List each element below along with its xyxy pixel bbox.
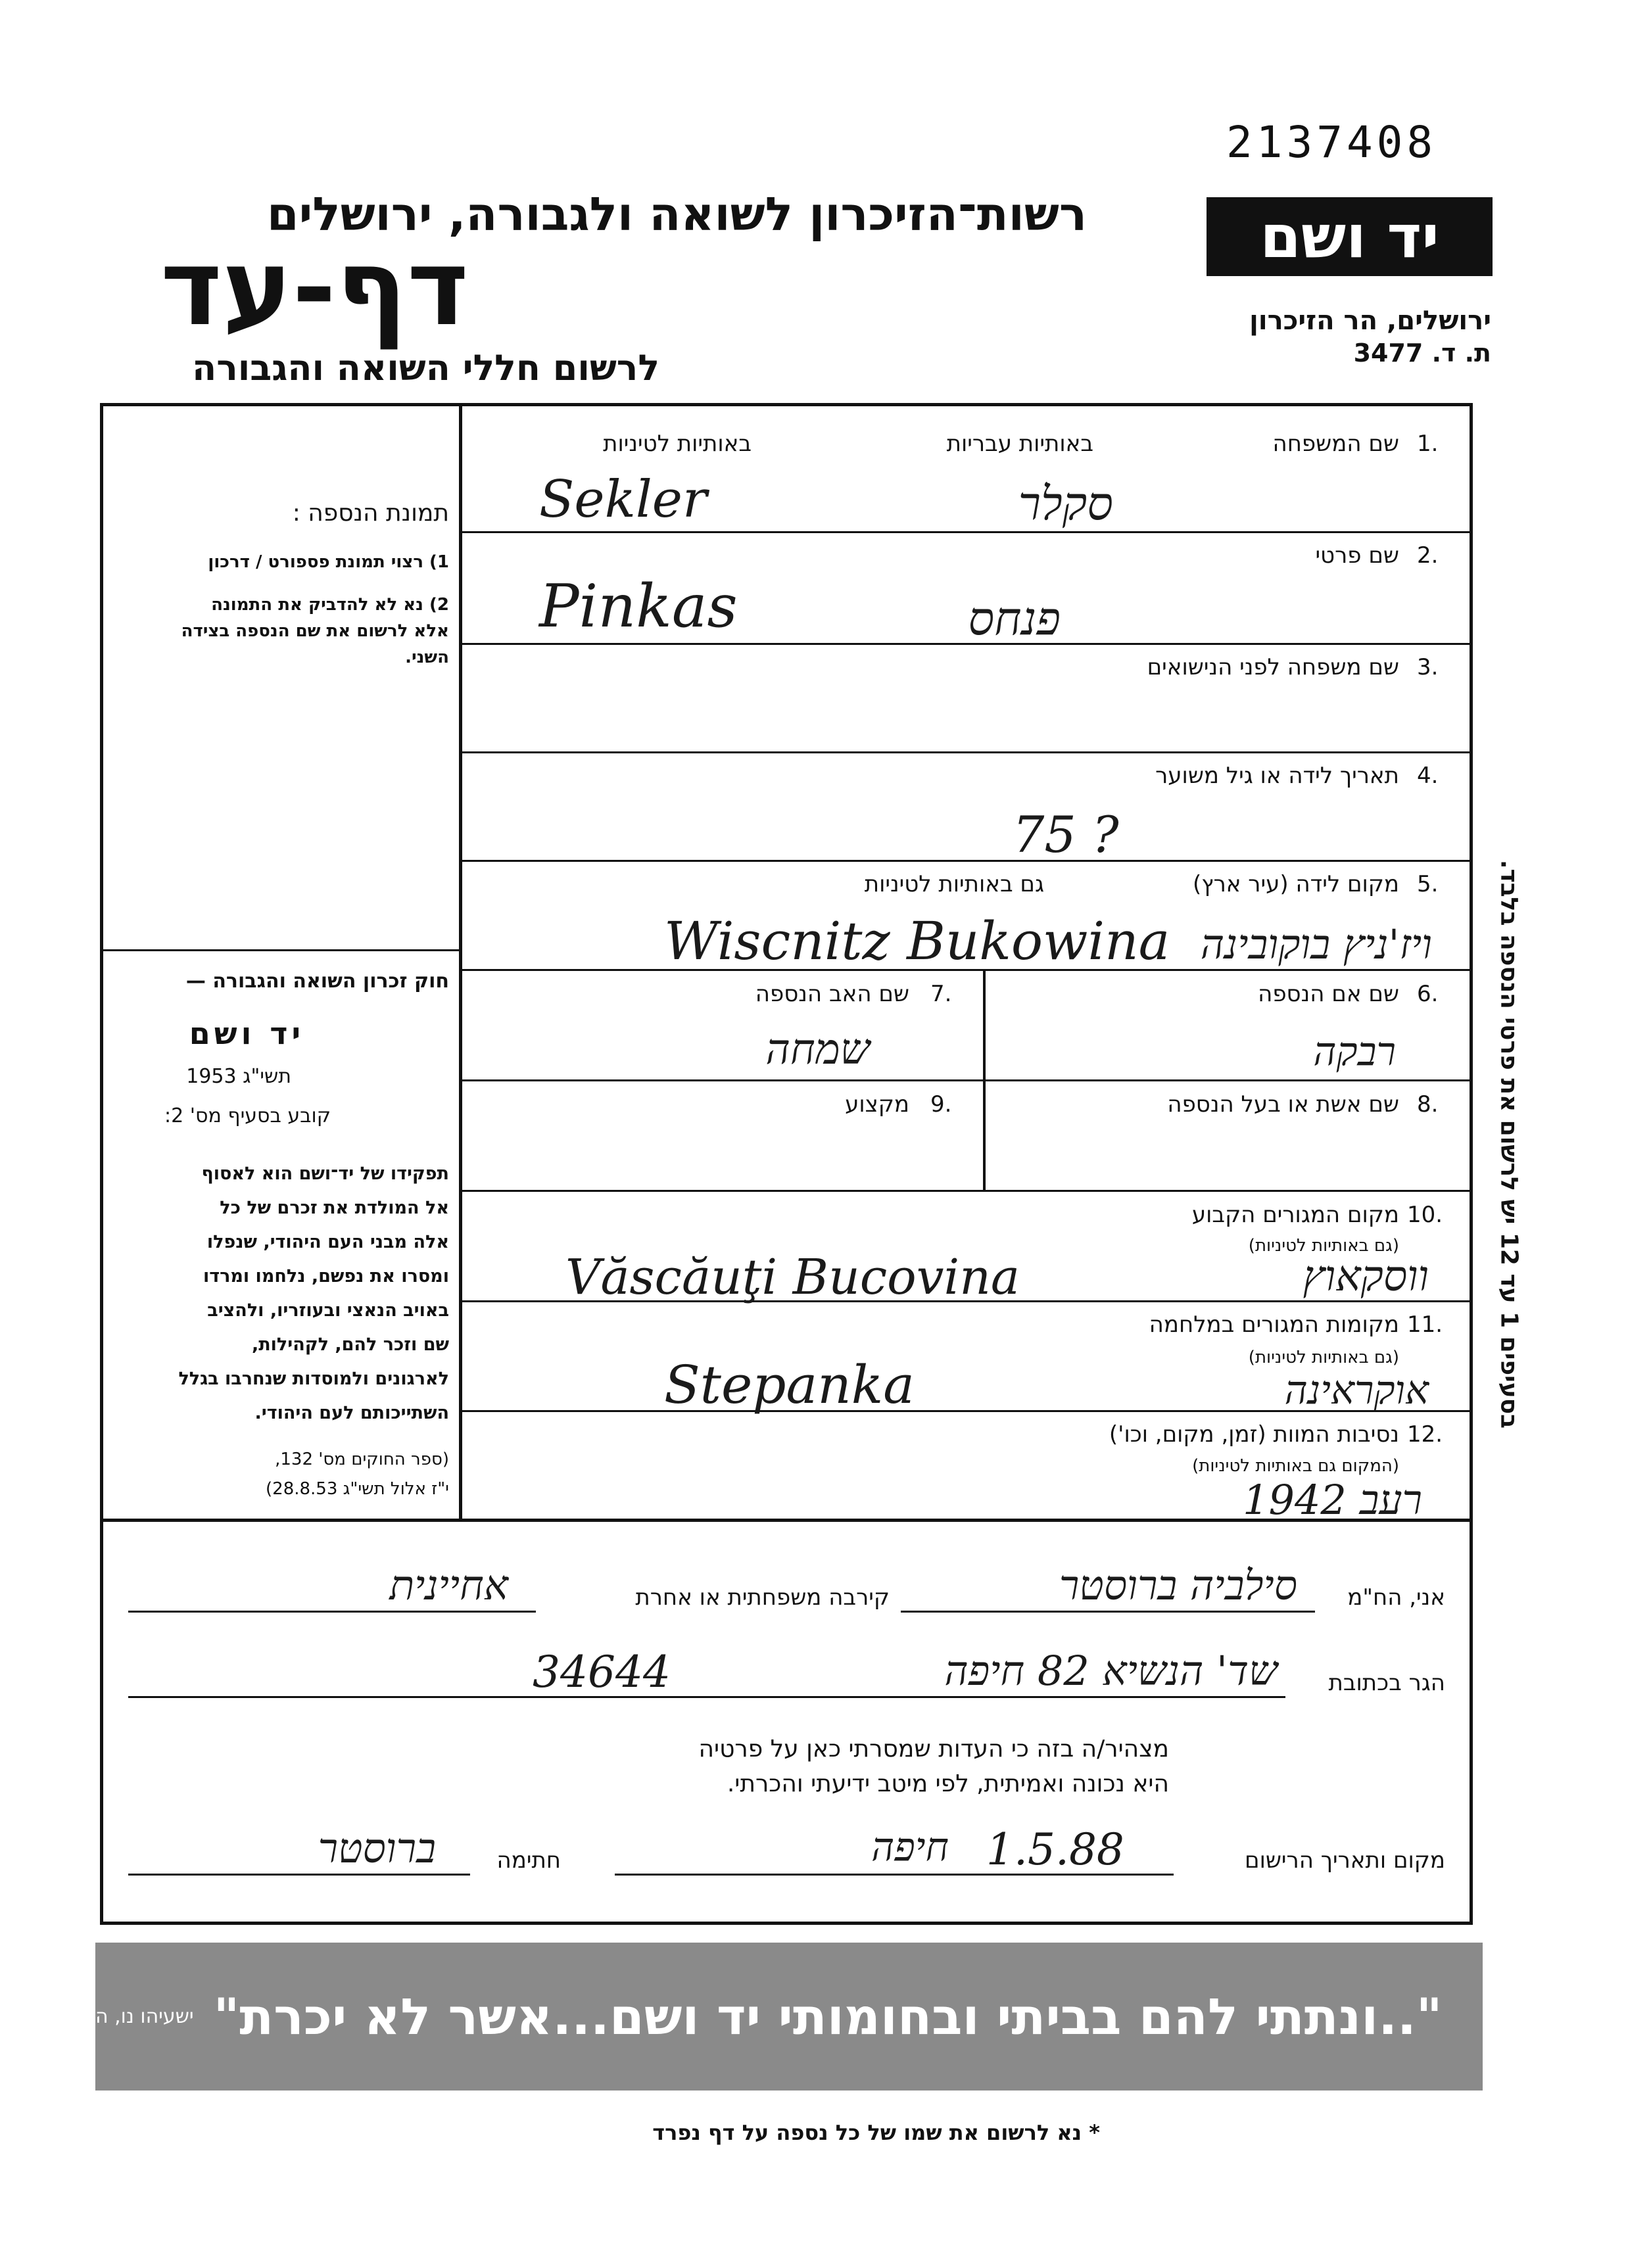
field10-value-hebrew: ווסקאוץ [1303, 1252, 1429, 1301]
declaration-line-1: מצהיר/ה בזה כי העדות שמסרתי כאן על פרטיה [698, 1736, 1169, 1762]
field4-label: תאריך לידה או גיל משוער [1155, 763, 1399, 789]
field2-number: 2. [1417, 542, 1439, 569]
signature: ברוסטר [318, 1824, 436, 1872]
photo-title: תמונת הנספה : [292, 500, 449, 527]
field9-number: 9. [930, 1091, 952, 1118]
field8-label: שם אשת או בעל הנספה [1167, 1091, 1399, 1118]
field11-value-hebrew: אוקראינה [1284, 1367, 1429, 1413]
law-text-line: שם וזכר להם, לקהילות, [251, 1335, 449, 1355]
law-text-line: באויב הנאצי ובעוזריו, ולהציב [207, 1300, 449, 1321]
field5-number: 5. [1417, 871, 1439, 897]
row-line [460, 643, 1473, 645]
banner-quote: "..ונתתי להם בביתי ובחומותי יד ושם...אשר לא יכרת" [213, 1987, 1443, 2046]
address-underline [128, 1696, 1285, 1698]
field5-label: מקום לידה (עיר ארץ) [1192, 871, 1399, 897]
field1-number: 1. [1417, 431, 1439, 457]
field10-value-latin: Văscăuţi Bucovina [565, 1249, 1020, 1306]
law-section: קובע בסעיף מס' 2: [164, 1104, 331, 1127]
field7-label: שם האב הנספה [755, 981, 909, 1007]
field8-number: 8. [1417, 1091, 1439, 1118]
law-name: יד ושם [189, 1016, 304, 1051]
law-year: תשי"ג 1953 [186, 1065, 291, 1088]
field11-value-latin: Stepanka [664, 1354, 915, 1415]
form-subtitle: לרשום חללי השואה והגבורה [192, 347, 659, 389]
law-text-line: תפקידו של יד־ושם הוא לאסוף [201, 1164, 449, 1184]
field12-number: 12. [1407, 1421, 1443, 1448]
photo-note-2a: 2) נא לא להדביק את התמונה [211, 595, 449, 615]
address-line-2: ת. ד. 3477 [1353, 339, 1491, 367]
declaration-line-2: היא נכונה ואמיתית, לפי מיטב ידיעתי והכרתי. [727, 1770, 1169, 1797]
address-zip: 34644 [533, 1647, 671, 1697]
declarant-i-label: אני, הח"מ [1347, 1584, 1445, 1611]
law-text-line: ומסרו את נפשם, נלחמו ומרדו [203, 1266, 449, 1287]
field7-number: 7. [930, 981, 952, 1007]
field3-label: שם משפחה לפני הנישואים [1147, 654, 1399, 680]
col-divider [983, 969, 986, 1190]
sidebar-hdivider [100, 949, 460, 951]
field5-value-hebrew: ויז'ניץ בוקובינה [1200, 920, 1432, 968]
sidebar-divider [459, 403, 462, 1521]
row-line [460, 1079, 1473, 1081]
relation-underline [128, 1611, 536, 1613]
field6-number: 6. [1417, 981, 1439, 1007]
field11-number: 11. [1407, 1311, 1443, 1338]
field4-number: 4. [1417, 763, 1439, 789]
law-text-line: השתייכותם לעם היהודי. [254, 1403, 449, 1423]
field1-label: שם המשפחה [1272, 431, 1399, 457]
authority-heading: רשות־הזיכרון לשואה ולגבורה, ירושלים [266, 187, 1087, 241]
side-note: בסעיפים 1 עד 12 יש לרשום את פרטי הנספה בלבד. [1495, 859, 1523, 1429]
law-text [94, 1157, 449, 1430]
row-line [460, 531, 1473, 533]
field2-value-latin: Pinkas [539, 572, 738, 641]
field10-label: מקום המגורים הקבוע [1191, 1202, 1399, 1228]
row-line [460, 1190, 1473, 1192]
name-underline [901, 1611, 1315, 1613]
law-reference-1: (ספר החוקים מס' 132, [275, 1450, 449, 1469]
field1-value-hebrew: סקלר [1018, 477, 1113, 531]
field1-value-latin: Sekler [539, 470, 707, 529]
row-line [460, 860, 1473, 862]
field1-hebrew-header: באותיות עבריות [946, 431, 1093, 457]
photo-note-1: 1) רצוי תמונת פספורט / דרכון [208, 552, 449, 572]
field9-label: מקצוע [845, 1091, 909, 1118]
logo-text: יד ושם [1260, 202, 1439, 272]
field2-value-hebrew: פנחס [968, 592, 1061, 646]
signature-underline [128, 1874, 470, 1876]
field10-number: 10. [1407, 1202, 1443, 1228]
place-date-label: מקום ותאריך הרישום [1245, 1847, 1445, 1874]
law-text-line: אל המולדת את זכרם של כל [220, 1198, 449, 1218]
field6-value: רבקה [1313, 1029, 1396, 1075]
field4-value: 75 ? [1013, 805, 1119, 864]
field12-value: רעב 1942 [1243, 1476, 1422, 1524]
signature-label: חתימה [496, 1847, 561, 1874]
field6-label: שם אם הנספה [1258, 981, 1399, 1007]
field7-value: שמחה [765, 1026, 870, 1074]
quote-banner [95, 1943, 1483, 2091]
field11-label: מקומות המגורים במלחמה [1149, 1311, 1399, 1338]
law-reference-2: י"ז אלול תשי"ג 28.8.53) [266, 1479, 449, 1499]
yad-vashem-logo [1207, 197, 1493, 276]
relation-label: קירבה משפחתית או אחרת [635, 1584, 890, 1611]
law-title: חוק זכרון השואה והגבורה — [185, 970, 449, 993]
registration-date: 1.5.88 [986, 1824, 1124, 1875]
law-text-line: לארגונים ולמוסדות שנחרבו בגלל [178, 1369, 449, 1389]
relation-value: אחיינית [389, 1561, 508, 1609]
field12-sub: (המקום גם באותיות לטיניות) [1192, 1456, 1399, 1476]
field11-sub: (גם באותיות לטיניות) [1248, 1348, 1399, 1367]
declarant-name: סילביה ברוסטר [1059, 1561, 1297, 1609]
address-line-1: ירושלים, הר הזיכרון [1249, 306, 1491, 336]
photo-note-2b: אלא לרשום את שם הנספה בצידה [181, 621, 449, 641]
photo-note-2c: השני. [405, 648, 449, 667]
field3-number: 3. [1417, 654, 1439, 680]
address-label: הגר בכתובת [1328, 1670, 1445, 1696]
banner-source: ישעיהו נו, ה [95, 2005, 194, 2028]
field10-sub: (גם באותיות לטיניות) [1248, 1236, 1399, 1256]
document-number: 2137408 [1226, 117, 1437, 168]
row-line [460, 751, 1473, 753]
field1-latin-header: באותיות לטיניות [603, 431, 752, 457]
law-text-line: אלה מבני העם היהודי, שנפלו [206, 1232, 449, 1252]
field12-label: נסיבות המוות (זמן, מקום, וכו') [1109, 1421, 1399, 1448]
field2-label: שם פרטי [1315, 542, 1399, 569]
address-value: שד' הנשיא 82 חיפה [944, 1647, 1278, 1695]
field5-value-latin: Wiscnitz Bukowina [664, 910, 1170, 972]
field5-also-latin: גם באותיות לטיניות [864, 871, 1044, 897]
registration-place: חיפה [871, 1824, 949, 1870]
form-title: דף-עד [160, 226, 469, 349]
footer-note: * נא לרשום את שמו של כל נספה על דף נפרד [652, 2120, 1100, 2145]
